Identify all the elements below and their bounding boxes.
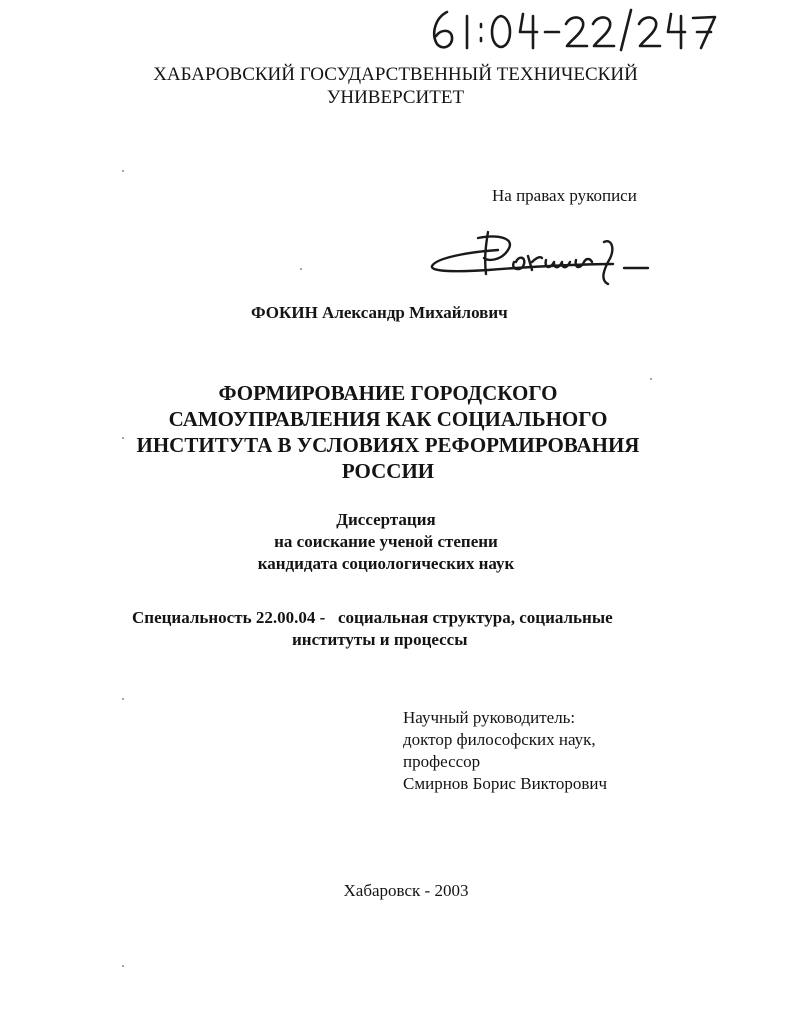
supervisor-name: Смирнов Борис Викторович: [403, 774, 608, 793]
author-signature: [428, 228, 653, 290]
degree-line-2: на соискание ученой степени: [274, 532, 498, 551]
handwritten-archive-number: [425, 4, 725, 54]
title-line-3: ИНСТИТУТА В УСЛОВИЯХ РЕФОРМИРОВАНИЯ: [136, 433, 640, 457]
scan-speck: [300, 268, 302, 270]
title-line-1: ФОРМИРОВАНИЕ ГОРОДСКОГО: [218, 381, 558, 405]
specialty-line-2: институты и процессы: [292, 630, 468, 649]
title-line-4: РОССИИ: [341, 459, 435, 483]
scientific-supervisor: [403, 707, 607, 795]
scan-speck: [122, 437, 124, 439]
scan-speck: [122, 965, 124, 967]
author-name: ФОКИН Александр Михайлович: [251, 303, 508, 322]
specialty-statement: [132, 607, 613, 651]
supervisor-rank: профессор: [403, 752, 481, 771]
title-line-2: САМОУПРАВЛЕНИЯ КАК СОЦИАЛЬНОГО: [168, 407, 608, 431]
supervisor-heading: Научный руководитель:: [403, 708, 576, 727]
scan-speck: [650, 378, 652, 380]
degree-line-3: кандидата социологических наук: [257, 554, 515, 573]
dissertation-title: [0, 380, 776, 484]
degree-statement: [0, 509, 772, 575]
university-line-1: ХАБАРОВСКИЙ ГОСУДАРСТВЕННЫЙ ТЕХНИЧЕСКИЙ: [153, 64, 638, 85]
degree-line-1: Диссертация: [336, 510, 436, 529]
city-and-year: Хабаровск - 2003: [343, 881, 469, 900]
manuscript-rights-note: На правах рукописи: [492, 186, 637, 205]
supervisor-degree: доктор философских наук,: [403, 730, 596, 749]
scan-speck: [122, 170, 124, 172]
scan-speck: [122, 698, 124, 700]
university-name: [0, 63, 791, 109]
university-line-2: УНИВЕРСИТЕТ: [326, 87, 465, 108]
specialty-line-1: Специальность 22.00.04 - социальная структура, социальные: [132, 608, 613, 627]
